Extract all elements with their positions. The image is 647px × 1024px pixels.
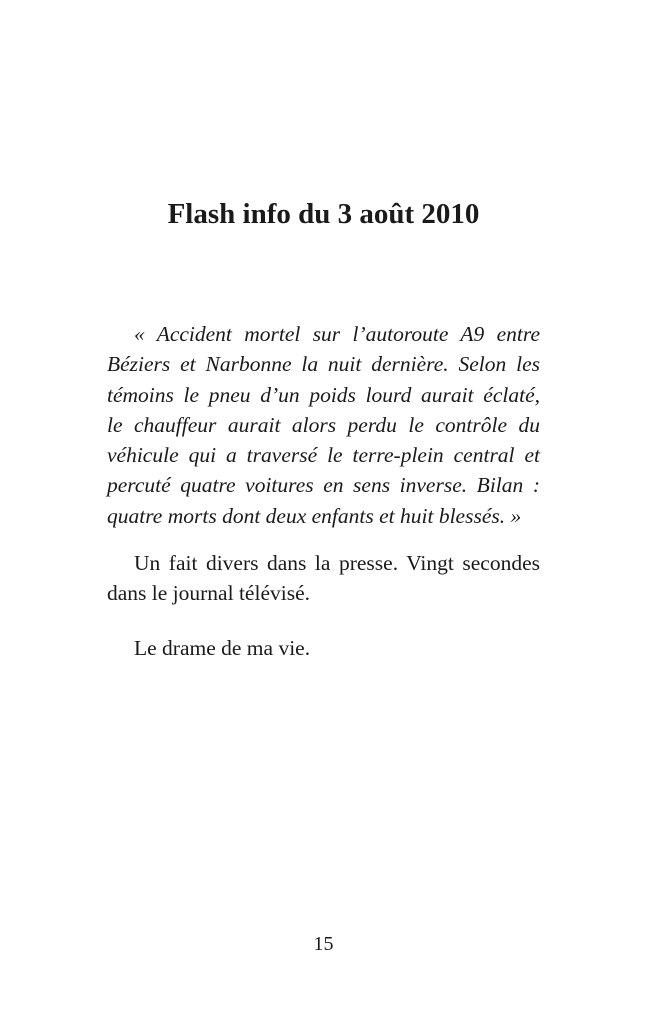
paragraph-line: Le drame de ma vie. xyxy=(134,636,311,660)
page-number: 15 xyxy=(313,933,334,955)
quote-line: Béziers et Narbonne la nuit dernière. Selon les xyxy=(107,352,540,377)
paragraph-line: Un fait divers dans la presse. Vingt secondes xyxy=(134,551,540,575)
chapter-title: Flash info du 3 août 2010 xyxy=(167,198,480,230)
paragraph-line: dans le journal télévisé. xyxy=(107,581,310,606)
quote-line: « Accident mortel sur l’autoroute A9 entre xyxy=(134,322,540,346)
paragraph-drame xyxy=(107,633,540,663)
quote-line: quatre morts dont deux enfants et huit blessés. » xyxy=(107,503,522,528)
quote-line: percuté quatre voitures en sens inverse. Bilan : xyxy=(107,473,540,498)
quote-line: véhicule qui a traversé le terre-plein central et xyxy=(107,443,540,468)
quote-line: le chauffeur aurait alors perdu le contrôle du xyxy=(107,412,540,437)
paragraph-fait-divers xyxy=(107,548,540,609)
news-flash-quote xyxy=(107,319,540,531)
quote-line: témoins le pneu d’un poids lourd aurait éclaté, xyxy=(107,382,540,407)
